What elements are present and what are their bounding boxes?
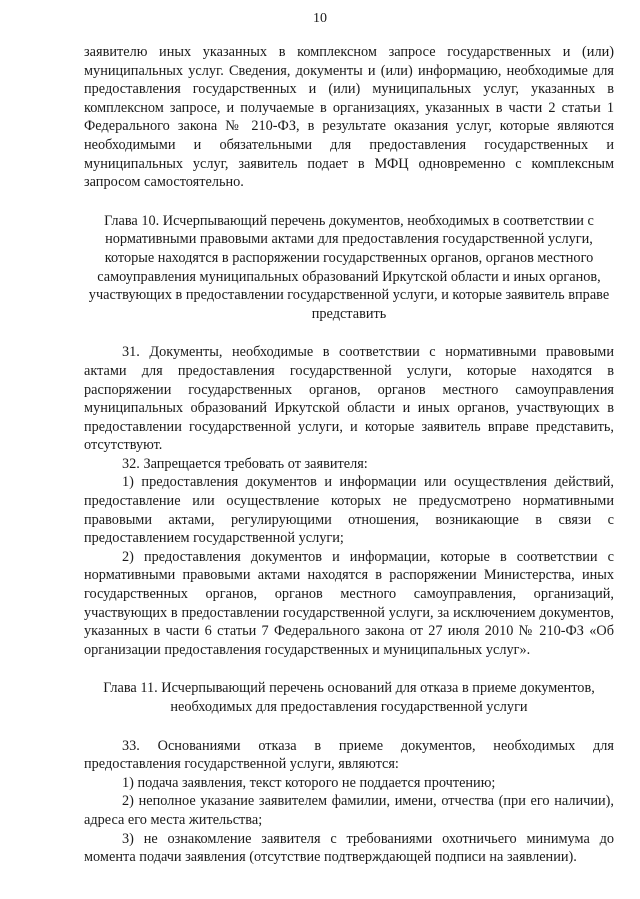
chapter-10-heading: Глава 10. Исчерпывающий перечень документов, необходимых в соответствии с нормативными правовыми актами для предоставления государственной услуги, которые находятся в распоряжении государственных органов, органов местного самоуправления муниципальных образований Иркутской области и иных органов, участвующих в предоставлении государственной услуги, и которые заявитель вправе представить — [88, 212, 610, 322]
document-body — [84, 43, 614, 867]
paragraph-33-item-3: 3) не ознакомление заявителя с требованиями охотничьего минимума до момента подачи заявления (отсутствие подтверждающей подписи на заявлении). — [84, 830, 614, 866]
paragraph-33: 33. Основаниями отказа в приеме документов, необходимых для предоставления государственной услуги, являются: — [84, 737, 614, 773]
paragraph-32: 32. Запрещается требовать от заявителя: — [122, 455, 368, 472]
paragraph-32-item-1: 1) предоставления документов и информации или осуществления действий, предоставление или осуществление которых не предусмотрено нормативными правовыми актами, регулирующими отношения, возникающие в связи с предоставлением государственной услуги; — [84, 474, 614, 547]
page-number: 10 — [313, 11, 327, 26]
chapter-11-heading: Глава 11. Исчерпывающий перечень оснований для отказа в приеме документов, необходимых для предоставления государственной услуги — [103, 680, 595, 715]
paragraph-33-item-2: 2) неполное указание заявителем фамилии, имени, отчества (при его наличии), адреса его места жительства; — [84, 793, 614, 828]
paragraph-33-item-1: 1) подача заявления, текст которого не поддается прочтению; — [122, 774, 496, 791]
paragraph-31: 31. Документы, необходимые в соответствии с нормативными правовыми актами для предоставления государственной услуги, которые находятся в распоряжении государственных органов, органов местного самоуправления муниципальных образований Иркутской области и иных органов, участвующих в предоставлении государственной услуги, и которые заявитель вправе представить, отсутствуют. — [84, 344, 614, 454]
paragraph-32-item-2: 2) предоставления документов и информации, которые в соответствии с нормативными правовыми актами находятся в распоряжении Министерства, иных государственных органов, органов местного самоуправления, организаций, участвующих в предоставлении государственной услуги, за исключением документов, указанных в части 6 статьи 7 Федерального закона от 27 июля 2010 № 210-ФЗ «Об организации предоставления государственных и муниципальных услуг». — [84, 548, 614, 658]
paragraph-continuation: заявителю иных указанных в комплексном запросе государственных и (или) муниципальных услуг. Сведения, документы и (или) информацию, необходимые для предоставления государственных и (или) муниципальных услуг, указанных в комплексном запросе, и получаемые в организациях, указанных в части 2 статьи 1 Федерального закона № 210-ФЗ, в результате оказания услуг, которые являются необходимыми и обязательными для предоставления государственных и муниципальных услуг, заявитель подает в МФЦ одновременно с комплексным запросом самостоятельно. — [84, 44, 614, 191]
